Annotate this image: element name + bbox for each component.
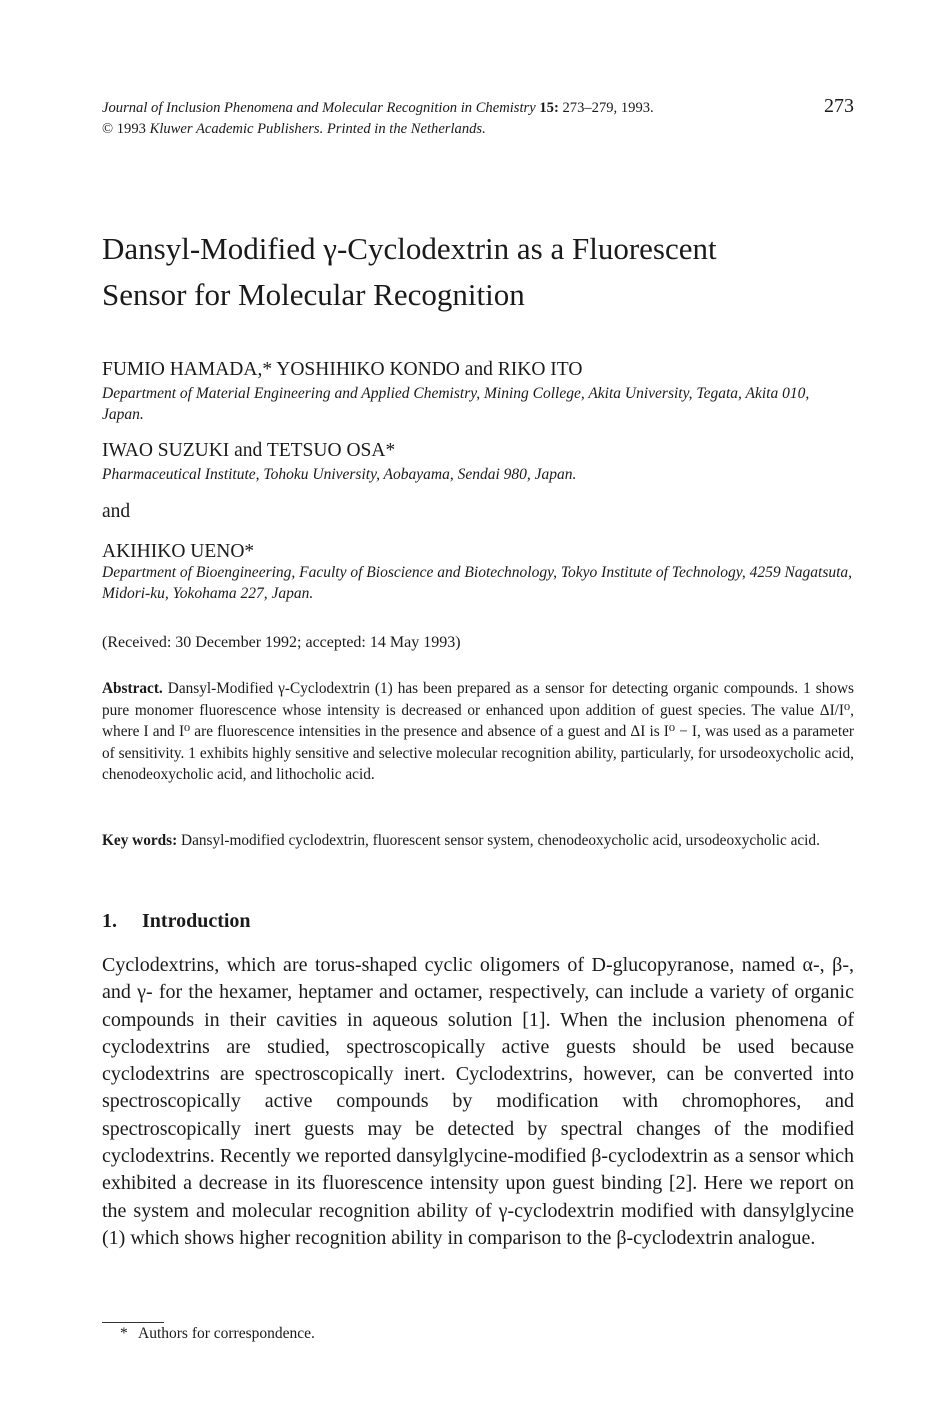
section-heading-introduction — [102, 908, 854, 934]
journal-citation-line — [102, 98, 854, 119]
footnote-marker: * — [120, 1325, 128, 1342]
copyright-year: 1993 — [116, 121, 146, 137]
title-line-1: Dansyl-Modified γ-Cyclodextrin as a Fluorescent — [102, 231, 717, 266]
abstract-label: Abstract. — [102, 680, 163, 697]
abstract-text: Dansyl-Modified γ-Cyclodextrin (1) has been prepared as a sensor for detecting organic compounds. 1 shows pure monomer fluorescence whose intensity is decreased or enhanced upon addition of guest species. The value ΔI/I⁰, where I and I⁰ are fluorescence intensities in the presence and absence of a guest and ΔI is I⁰ − I, was used as a parameter of sensitivity. 1 exhibits highly sensitive and selective molecular recognition ability, particularly, for ursodeoxycholic acid, chenodeoxycholic acid, and lithocholic acid. — [102, 680, 854, 784]
footnote-rule — [102, 1322, 164, 1323]
footnote — [120, 1324, 720, 1344]
copyright-line — [102, 119, 854, 140]
page-number: 273 — [824, 95, 854, 117]
author-group-2: IWAO SUZUKI and TETSUO OSA* — [102, 440, 396, 461]
intro-paragraph: Cyclodextrins, which are torus-shaped cyclic oligomers of D-glucopyranose, named α-, β-, and γ- for the hexamer, heptamer and octamer, respectively, can include a variety of organic compounds in their cavities in aqueous solution [1]. When the inclusion phenomena of cyclodextrins are studied, spectroscopically active guests should be used because cyclodextrins are spectroscopically inert. Cyclodextrins, however, can be converted into spectroscopically active compounds by modification with chromophores, and spectroscopically inert guests may be detected by spectral changes of the modified cyclodextrins. Recently we reported dansylglycine-modified β-cyclodextrin as a sensor which exhibited a decrease in its fluorescence intensity upon guest binding [2]. Here we report on the system and molecular recognition ability of γ-cyclodextrin modified with dansylglycine (1) which shows higher recognition ability in comparison to the β-cyclodextrin analogue. — [102, 954, 854, 1249]
keywords — [102, 830, 854, 852]
author-group-3: AKIHIKO UENO* — [102, 541, 255, 562]
journal-volume: 15: — [539, 100, 559, 116]
section-number: 1. — [102, 910, 117, 932]
section-title: Introduction — [142, 910, 251, 932]
footnote-text: Authors for correspondence. — [138, 1325, 315, 1342]
affiliation-1: Department of Material Engineering and Applied Chemistry, Mining College, Akita University, Tegata, Akita 010, Japan. — [102, 385, 810, 423]
keywords-text: Dansyl-modified cyclodextrin, fluorescent sensor system, chenodeoxycholic acid, ursodeoxycholic acid. — [181, 832, 820, 849]
affiliation-2: Pharmaceutical Institute, Tohoku University, Aobayama, Sendai 980, Japan. — [102, 466, 577, 483]
journal-pages-year: 273–279, 1993. — [562, 100, 654, 116]
publisher-line: Kluwer Academic Publishers. Printed in the Netherlands. — [149, 121, 486, 137]
title-line-2: Sensor for Molecular Recognition — [102, 277, 525, 312]
keywords-label: Key words: — [102, 832, 178, 849]
received-dates: (Received: 30 December 1992; accepted: 14 May 1993) — [102, 634, 461, 651]
abstract — [102, 678, 854, 786]
copyright-symbol: © — [102, 121, 114, 137]
affiliation-3: Department of Bioengineering, Faculty of Bioscience and Biotechnology, Tokyo Institute of Technology, 4259 Nagatsuta, Midori-ku, Yokohama 227, Japan. — [102, 564, 853, 602]
and-separator: and — [102, 501, 131, 522]
paper-title — [102, 226, 854, 318]
journal-header — [102, 98, 854, 140]
author-group-1: FUMIO HAMADA,* YOSHIHIKO KONDO and RIKO ITO — [102, 359, 583, 380]
journal-name: Journal of Inclusion Phenomena and Molecular Recognition in Chemistry — [102, 100, 536, 116]
